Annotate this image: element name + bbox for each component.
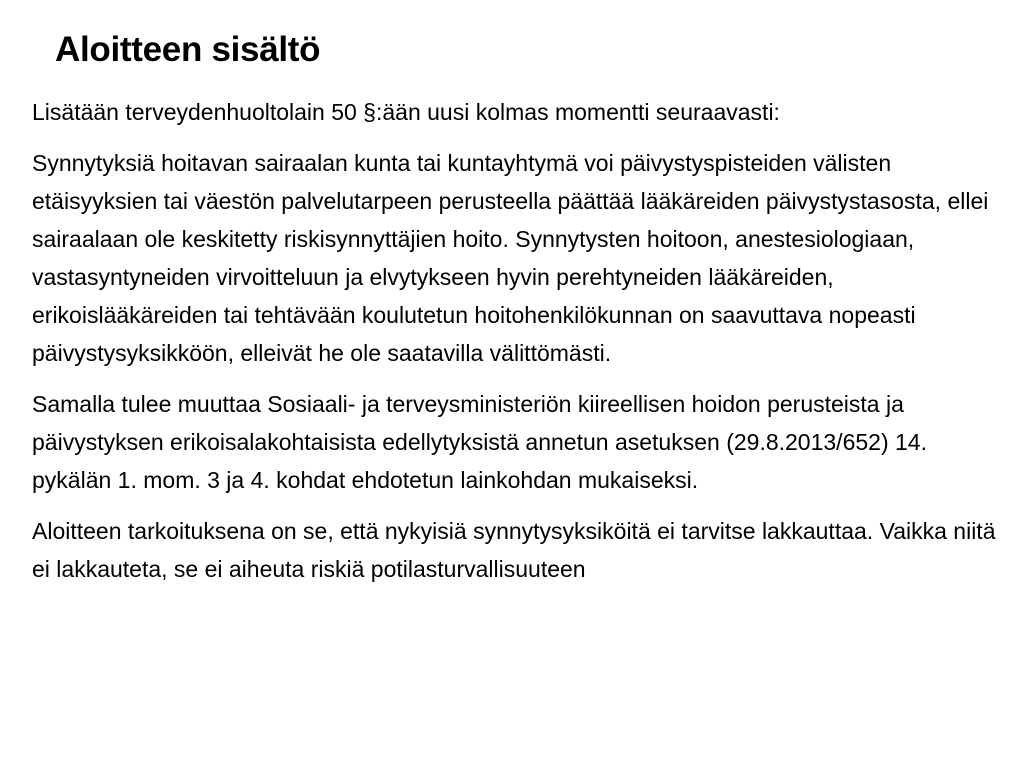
paragraph-amendment-intro: Lisätään terveydenhuoltolain 50 §:ään uusi kolmas momentti seuraavasti: (32, 99, 780, 125)
slide-title: Aloitteen sisältö (55, 30, 321, 69)
paragraph-decree-change: Samalla tulee muuttaa Sosiaali- ja terveysministeriön kiireellisen hoidon perusteista ja päivystyksen erikoisalakohtaisista edellytyksistä annetun asetuksen (29.8.2013/652) 14. pykälän 1. mom. 3 ja 4. kohdat ehdotetun lainkohdan mukaiseksi. (32, 391, 927, 493)
slide-body (32, 93, 997, 601)
paragraph-purpose: Aloitteen tarkoituksena on se, että nykyisiä synnytysyksiköitä ei tarvitse lakkauttaa. Vaikka niitä ei lakkauteta, se ei aiheuta riskiä potilasturvallisuuteen (32, 518, 996, 582)
paragraph-amendment-text: Synnytyksiä hoitavan sairaalan kunta tai kuntayhtymä voi päivystyspisteiden välisten etäisyyksien tai väestön palvelutarpeen perusteella päättää lääkäreiden päivystystasosta, ellei sairaalaan ole keskitetty riskisynnyttäjien hoito. Synnytysten hoitoon, anestesiologiaan, vastasyntyneiden virvoitteluun ja elvytykseen hyvin perehtyneiden lääkäreiden, erikoislääkäreiden tai tehtävään koulutetun hoitohenkilökunnan on saavuttava nopeasti päivystysyksikköön, elleivät he ole saatavilla välittömästi. (32, 150, 989, 366)
